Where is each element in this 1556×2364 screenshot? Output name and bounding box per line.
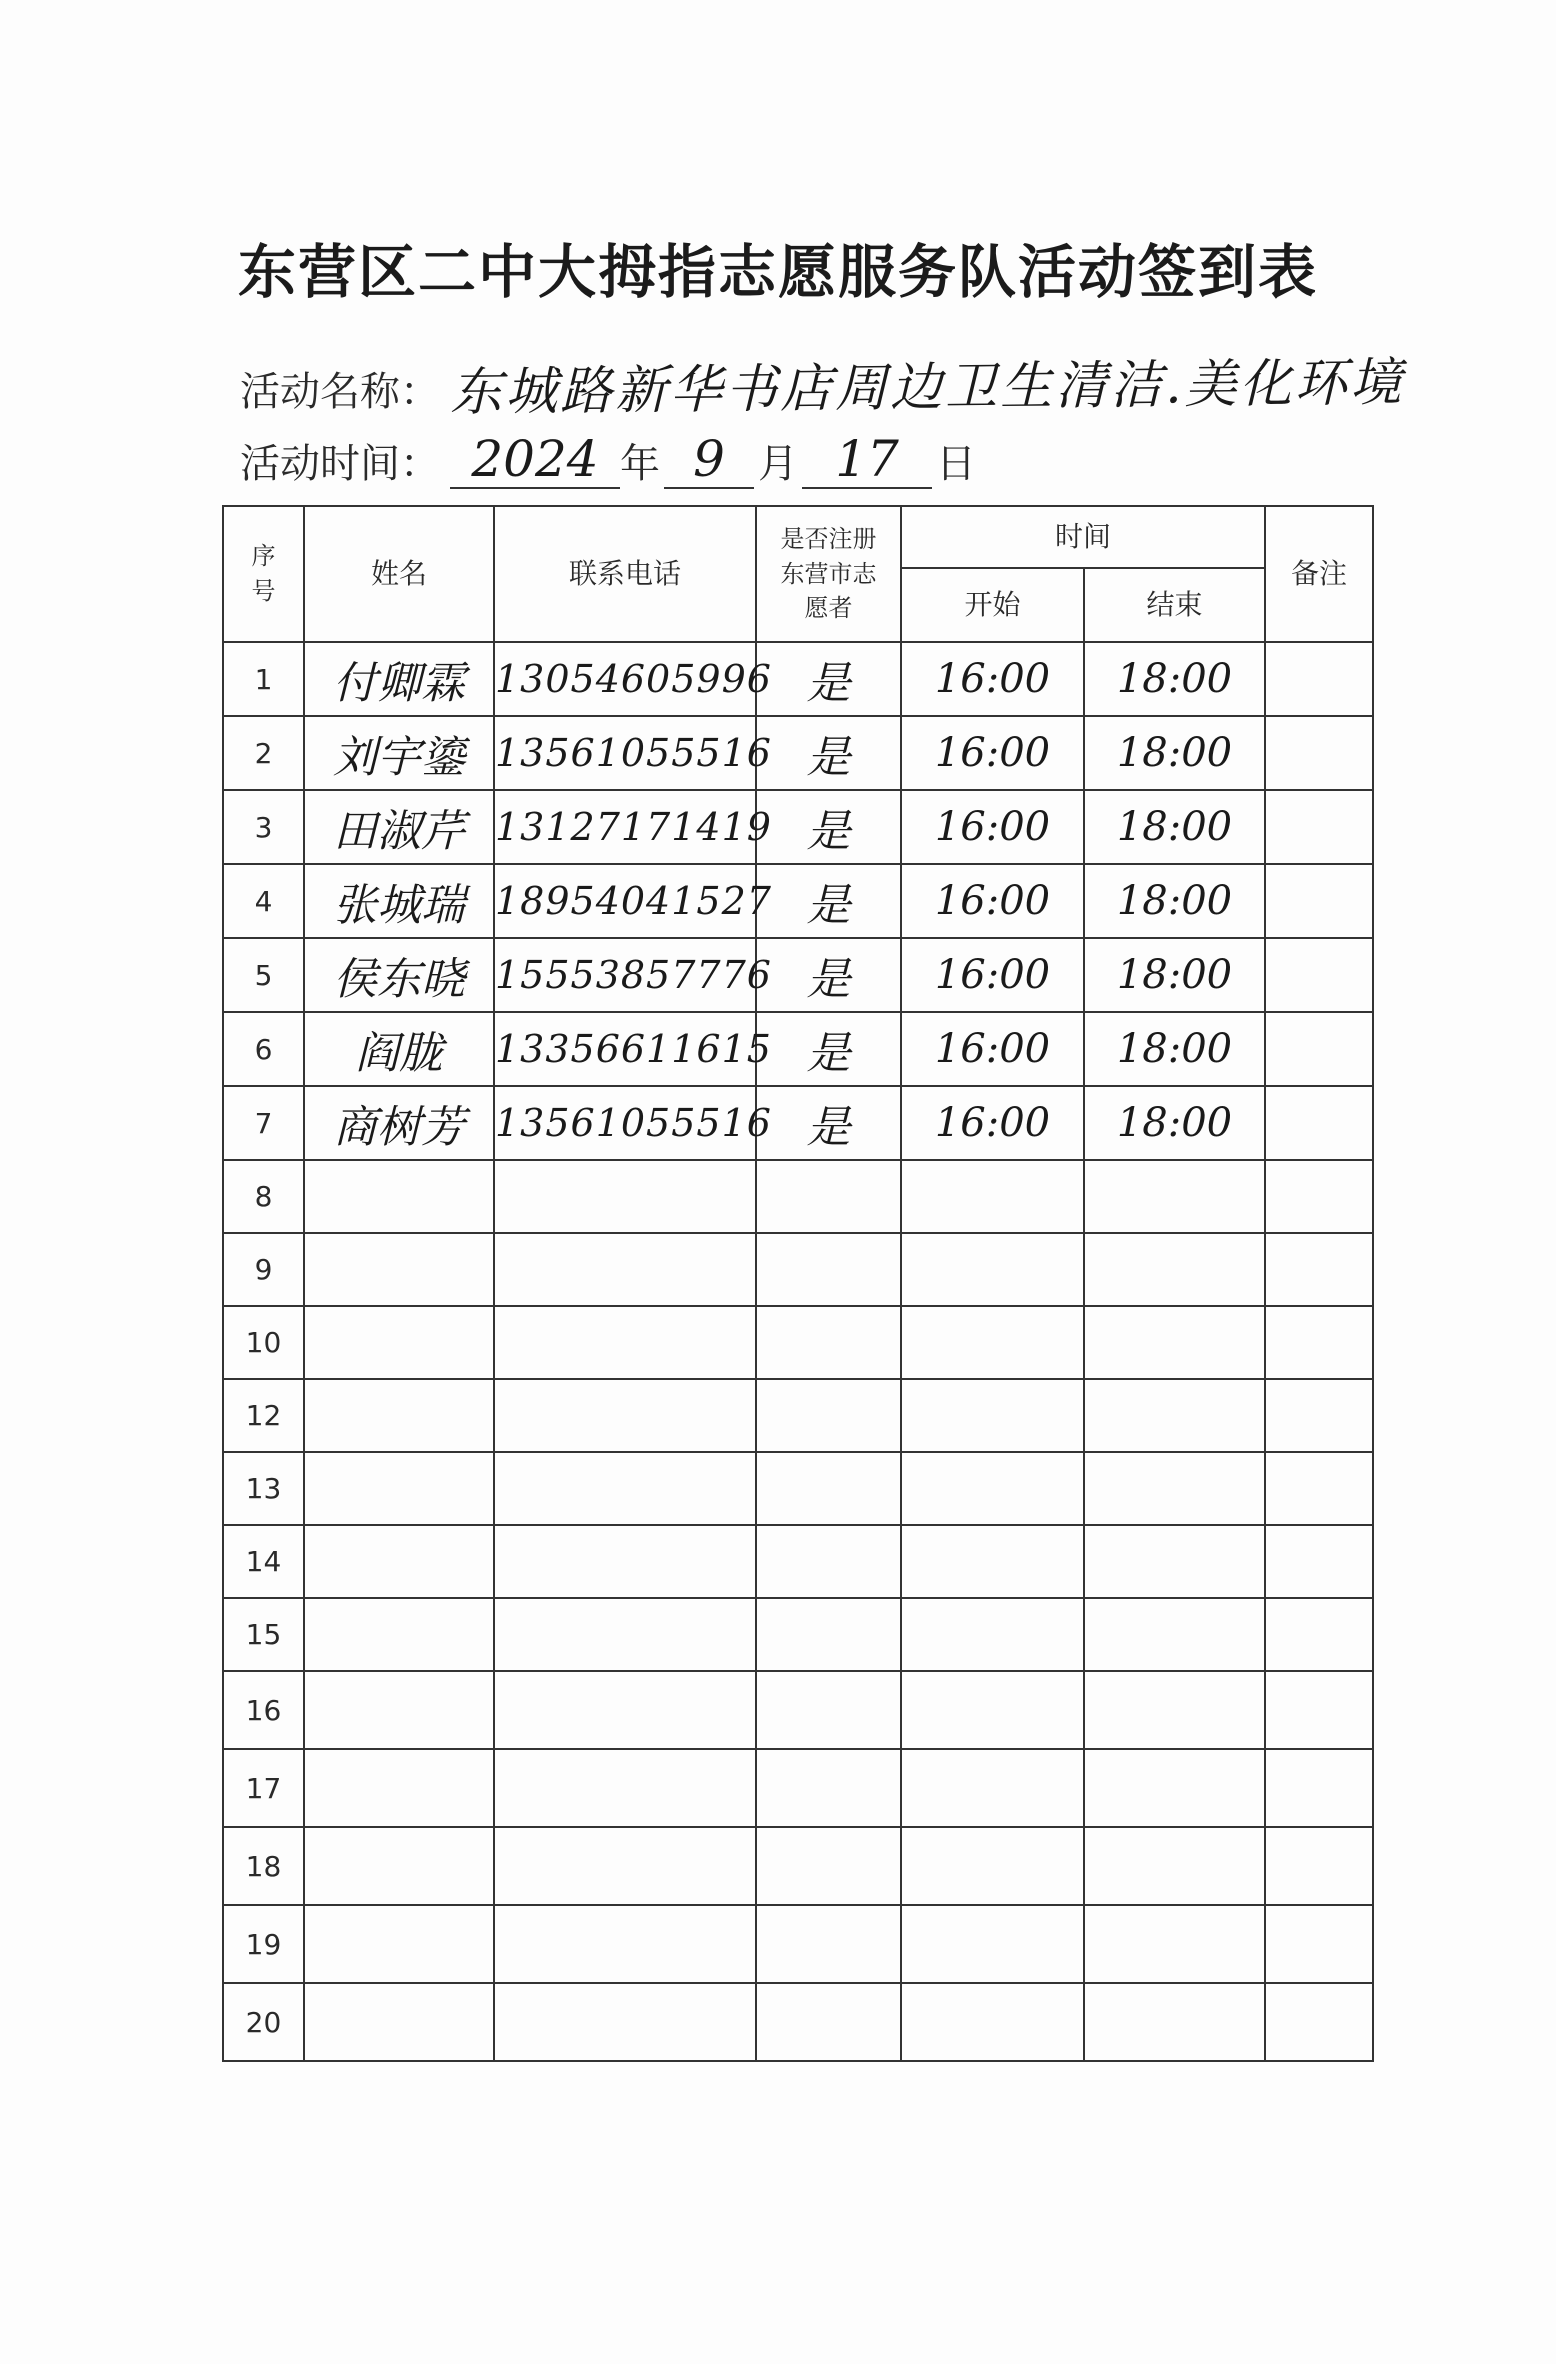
row-end-time-cell [1084, 1749, 1265, 1827]
table-row [223, 938, 1373, 1012]
row-remark-cell [1265, 1306, 1373, 1379]
row-name-cell [304, 1525, 494, 1598]
row-phone-cell [494, 938, 772, 1012]
row-end-time-cell [1084, 716, 1265, 790]
row-remark-cell [1265, 1160, 1373, 1233]
row-start-time-cell [901, 1012, 1084, 1086]
row-registered-cell [756, 1306, 901, 1379]
row-registered-cell [756, 1525, 901, 1598]
row-index: 10 [245, 1326, 282, 1359]
row-phone-cell [494, 1671, 756, 1749]
row-start-time-cell [901, 1306, 1084, 1379]
activity-time-label: 活动时间： [240, 441, 440, 487]
row-name-cell [304, 938, 494, 1012]
row-phone-cell [494, 864, 772, 938]
row-registered-cell [756, 1983, 901, 2061]
row-end-time-cell [1084, 864, 1265, 938]
row-remark-cell [1265, 1983, 1373, 2061]
row-start-time-cell [901, 1160, 1084, 1233]
row-index-cell [223, 1233, 304, 1306]
row-end-time: 18:00 [1116, 952, 1233, 998]
row-registered-cell [756, 1086, 901, 1160]
row-phone-cell [494, 1160, 756, 1233]
row-registered-cell [756, 1160, 901, 1233]
row-name-cell [304, 1905, 494, 1983]
row-remark-cell [1265, 1671, 1373, 1749]
row-start-time: 16:00 [934, 1026, 1051, 1072]
row-phone: 13561055516 [495, 731, 772, 775]
row-end-time: 18:00 [1116, 1026, 1233, 1072]
row-phone-cell [494, 1452, 756, 1525]
table-row [223, 716, 1373, 790]
row-start-time: 16:00 [934, 952, 1051, 998]
row-index: 15 [245, 1618, 282, 1651]
row-index-cell [223, 642, 304, 716]
row-remark-cell [1265, 1525, 1373, 1598]
row-end-time: 18:00 [1116, 1100, 1233, 1146]
row-registered: 是 [806, 1102, 851, 1153]
row-phone: 13127171419 [495, 805, 772, 849]
row-name-cell [304, 864, 494, 938]
row-index-cell [223, 716, 304, 790]
row-start-time: 16:00 [934, 730, 1051, 776]
row-index-cell [223, 1749, 304, 1827]
row-end-time-cell [1084, 1306, 1265, 1379]
row-index-cell [223, 1452, 304, 1525]
row-index-cell [223, 1525, 304, 1598]
row-index: 13 [245, 1472, 282, 1505]
row-end-time-cell [1084, 1525, 1265, 1598]
row-remark-cell [1265, 938, 1373, 1012]
row-end-time-cell [1084, 790, 1265, 864]
row-phone-cell [494, 1379, 756, 1452]
day-value: 17 [835, 430, 899, 488]
row-registered-cell [756, 1827, 901, 1905]
row-start-time-cell [901, 716, 1084, 790]
row-index-cell [223, 1905, 304, 1983]
row-end-time-cell [1084, 642, 1265, 716]
row-index: 9 [254, 1253, 273, 1286]
row-index: 6 [254, 1032, 273, 1066]
table-row [223, 1452, 1373, 1525]
row-registered-cell [756, 1905, 901, 1983]
row-index: 14 [245, 1545, 282, 1578]
row-end-time: 18:00 [1116, 656, 1233, 702]
row-phone-cell [494, 1983, 756, 2061]
row-phone-cell [494, 1086, 772, 1160]
day-label: 日 [936, 441, 976, 487]
row-index-cell [223, 1306, 304, 1379]
row-start-time-cell [901, 1452, 1084, 1525]
table-row [223, 1671, 1373, 1749]
row-index-cell [223, 1379, 304, 1452]
row-registered-cell [756, 790, 901, 864]
row-remark-cell [1265, 1749, 1373, 1827]
row-registered-cell [756, 642, 901, 716]
row-name-cell [304, 1983, 494, 2061]
activity-name-label: 活动名称： [240, 369, 440, 415]
table-row [223, 1160, 1373, 1233]
row-remark-cell [1265, 1086, 1373, 1160]
row-start-time: 16:00 [934, 1100, 1051, 1146]
row-end-time-cell [1084, 938, 1265, 1012]
row-start-time: 16:00 [934, 656, 1051, 702]
row-start-time-cell [901, 1983, 1084, 2061]
row-registered-cell [756, 1379, 901, 1452]
row-phone: 15553857776 [495, 953, 772, 997]
row-end-time: 18:00 [1116, 878, 1233, 924]
row-start-time-cell [901, 1905, 1084, 1983]
row-end-time-cell [1084, 1086, 1265, 1160]
row-registered-cell [756, 1598, 901, 1671]
day-field [802, 432, 932, 489]
row-remark-cell [1265, 864, 1373, 938]
row-index-cell [223, 790, 304, 864]
row-index: 5 [254, 958, 273, 992]
row-start-time-cell [901, 864, 1084, 938]
row-phone: 13356611615 [495, 1027, 772, 1071]
table-row [223, 1086, 1373, 1160]
table-row [223, 1379, 1373, 1452]
table-row [223, 1905, 1373, 1983]
row-remark-cell [1265, 1452, 1373, 1525]
row-remark-cell [1265, 1379, 1373, 1452]
row-phone-cell [494, 1749, 756, 1827]
year-field [450, 432, 620, 489]
row-index: 17 [245, 1771, 282, 1805]
row-phone: 13054605996 [495, 657, 772, 701]
row-name-cell [304, 1452, 494, 1525]
month-field [664, 432, 754, 489]
year-value: 2024 [471, 430, 599, 488]
row-name-cell [304, 1827, 494, 1905]
row-registered: 是 [806, 954, 851, 1005]
row-phone-cell [494, 1012, 772, 1086]
row-start-time: 16:00 [934, 878, 1051, 924]
row-end-time: 18:00 [1116, 804, 1233, 850]
row-phone-cell [494, 1905, 756, 1983]
row-name: 刘宇鎏 [333, 732, 465, 783]
activity-name-value: 东城路新华书店周边卫生清洁.美化环境 [449, 353, 1405, 423]
row-start-time-cell [901, 642, 1084, 716]
row-registered: 是 [806, 1028, 851, 1079]
row-index: 4 [254, 884, 273, 918]
table-body [223, 642, 1373, 2061]
row-start-time-cell [901, 1379, 1084, 1452]
row-end-time-cell [1084, 1233, 1265, 1306]
header-phone: 联系电话 [494, 506, 756, 642]
row-registered-cell [756, 938, 901, 1012]
table-row [223, 642, 1373, 716]
year-label: 年 [620, 441, 660, 487]
row-start-time-cell [901, 1671, 1084, 1749]
row-end-time-cell [1084, 1160, 1265, 1233]
row-phone-cell [494, 1306, 756, 1379]
table-row [223, 1749, 1373, 1827]
row-end-time-cell [1084, 1827, 1265, 1905]
row-remark-cell [1265, 1905, 1373, 1983]
row-remark-cell [1265, 1598, 1373, 1671]
row-name: 张城瑞 [333, 880, 465, 931]
attendance-table [222, 505, 1374, 2062]
row-start-time-cell [901, 1827, 1084, 1905]
row-remark-cell [1265, 716, 1373, 790]
row-phone-cell [494, 1525, 756, 1598]
row-phone: 18954041527 [495, 879, 772, 923]
table-row [223, 864, 1373, 938]
row-registered-cell [756, 864, 901, 938]
row-registered-cell [756, 1671, 901, 1749]
row-index: 1 [254, 662, 273, 696]
table-row [223, 1233, 1373, 1306]
activity-time-line [240, 432, 976, 489]
row-index: 18 [245, 1849, 282, 1883]
row-name-cell [304, 1306, 494, 1379]
header-remark: 备注 [1265, 506, 1373, 642]
table-row [223, 1012, 1373, 1086]
row-start-time-cell [901, 1233, 1084, 1306]
row-name-cell [304, 1233, 494, 1306]
row-registered-cell [756, 1012, 901, 1086]
activity-name-line [240, 345, 1405, 423]
row-name-cell [304, 790, 494, 864]
row-start-time-cell [901, 1598, 1084, 1671]
row-name-cell [304, 1086, 494, 1160]
row-index: 7 [254, 1106, 273, 1140]
row-registered: 是 [806, 658, 851, 709]
row-registered: 是 [806, 880, 851, 931]
month-label: 月 [758, 441, 798, 487]
row-index: 16 [245, 1693, 282, 1727]
table-row [223, 1598, 1373, 1671]
row-index-cell [223, 938, 304, 1012]
row-remark-cell [1265, 642, 1373, 716]
row-index-cell [223, 864, 304, 938]
table-row [223, 1525, 1373, 1598]
row-name: 阎胧 [355, 1028, 443, 1079]
row-end-time-cell [1084, 1983, 1265, 2061]
row-remark-cell [1265, 1233, 1373, 1306]
row-index: 8 [254, 1180, 273, 1213]
row-index: 20 [245, 2005, 282, 2039]
row-name-cell [304, 1012, 494, 1086]
row-start-time: 16:00 [934, 804, 1051, 850]
row-registered-cell [756, 1749, 901, 1827]
header-name: 姓名 [304, 506, 494, 642]
month-value: 9 [693, 430, 725, 488]
table-row [223, 1983, 1373, 2061]
row-registered-cell [756, 1452, 901, 1525]
row-index-cell [223, 1983, 304, 2061]
row-end-time-cell [1084, 1598, 1265, 1671]
row-registered-cell [756, 716, 901, 790]
row-name-cell [304, 1598, 494, 1671]
row-phone-cell [494, 716, 772, 790]
row-name: 侯东晓 [333, 954, 465, 1005]
row-start-time-cell [901, 1086, 1084, 1160]
row-phone-cell [494, 642, 772, 716]
table-row [223, 790, 1373, 864]
row-index-cell [223, 1671, 304, 1749]
row-name: 商树芳 [333, 1102, 465, 1153]
row-name-cell [304, 1749, 494, 1827]
row-index-cell [223, 1598, 304, 1671]
row-end-time: 18:00 [1116, 730, 1233, 776]
row-name-cell [304, 642, 494, 716]
row-registered: 是 [806, 806, 851, 857]
row-end-time-cell [1084, 1452, 1265, 1525]
row-phone-cell [494, 1598, 756, 1671]
table-row [223, 1827, 1373, 1905]
row-end-time-cell [1084, 1012, 1265, 1086]
header-registered: 是否注册东营市志愿者 [756, 506, 901, 642]
row-start-time-cell [901, 938, 1084, 1012]
sheet-title: 东营区二中大拇指志愿服务队活动签到表 [237, 238, 1318, 306]
row-name: 田淑芹 [333, 806, 465, 857]
row-index: 2 [254, 736, 273, 770]
row-end-time-cell [1084, 1671, 1265, 1749]
row-registered-cell [756, 1233, 901, 1306]
row-remark-cell [1265, 1012, 1373, 1086]
row-remark-cell [1265, 1827, 1373, 1905]
row-end-time-cell [1084, 1379, 1265, 1452]
row-start-time-cell [901, 1749, 1084, 1827]
row-name-cell [304, 1379, 494, 1452]
table-header-row [223, 506, 1373, 568]
row-phone-cell [494, 790, 772, 864]
row-phone: 13561055516 [495, 1101, 772, 1145]
row-name-cell [304, 716, 494, 790]
row-name-cell [304, 1671, 494, 1749]
header-start: 开始 [901, 568, 1084, 642]
row-index-cell [223, 1086, 304, 1160]
row-name: 付卿霖 [333, 658, 465, 709]
header-time: 时间 [901, 506, 1265, 568]
row-index-cell [223, 1012, 304, 1086]
row-index: 19 [245, 1927, 282, 1961]
row-end-time-cell [1084, 1905, 1265, 1983]
row-index: 3 [254, 810, 273, 844]
header-index: 序号 [223, 506, 304, 642]
row-phone-cell [494, 1233, 756, 1306]
header-end: 结束 [1084, 568, 1265, 642]
row-index-cell [223, 1160, 304, 1233]
row-name-cell [304, 1160, 494, 1233]
row-remark-cell [1265, 790, 1373, 864]
row-index-cell [223, 1827, 304, 1905]
row-start-time-cell [901, 1525, 1084, 1598]
row-registered: 是 [806, 732, 851, 783]
table-row [223, 1306, 1373, 1379]
row-start-time-cell [901, 790, 1084, 864]
row-index: 12 [245, 1399, 282, 1432]
row-phone-cell [494, 1827, 756, 1905]
